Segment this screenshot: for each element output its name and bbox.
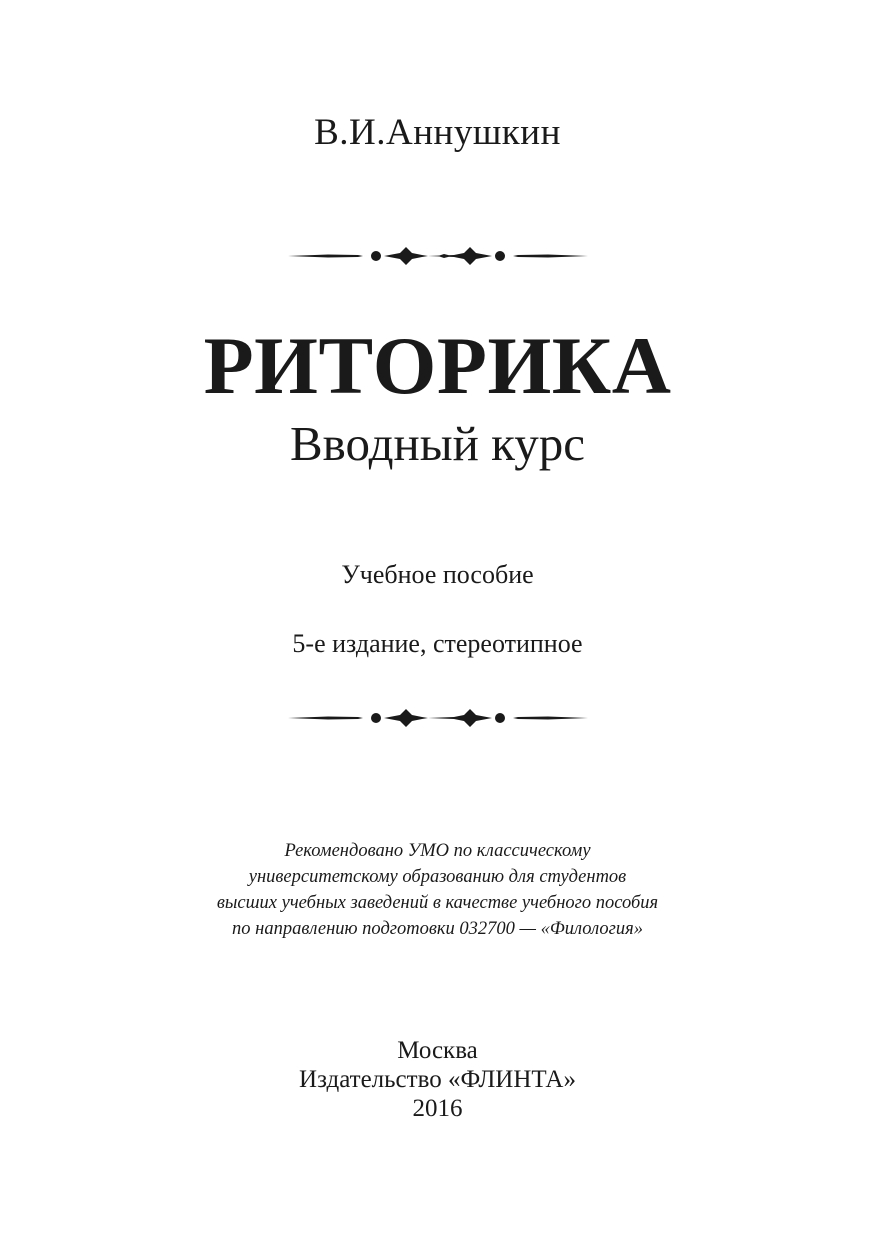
imprint-city: Москва (397, 1037, 478, 1064)
imprint-year: 2016 (412, 1095, 463, 1122)
book-title: РИТОРИКА (203, 320, 672, 411)
recommendation-note (0, 838, 875, 942)
imprint (0, 1036, 875, 1123)
recommendation-line: по направлению подготовки 032700 — «Филология» (232, 919, 643, 939)
decorative-divider-top (0, 244, 875, 268)
edition-info: 5-е издание, стереотипное (292, 629, 583, 658)
recommendation-line: университетскому образованию для студентов (248, 867, 627, 887)
book-subtitle: Вводный курс (290, 416, 585, 471)
ornament-divider-icon (288, 706, 588, 730)
imprint-publisher: Издательство «ФЛИНТА» (299, 1066, 576, 1093)
decorative-divider-bottom (0, 706, 875, 730)
author-name: В.И.Аннушкин (314, 112, 561, 153)
book-type: Учебное пособие (341, 560, 534, 589)
ornament-divider-icon (288, 244, 588, 268)
recommendation-line: Рекомендовано УМО по классическому (284, 841, 591, 861)
recommendation-line: высших учебных заведений в качестве учебного пособия (216, 893, 659, 913)
